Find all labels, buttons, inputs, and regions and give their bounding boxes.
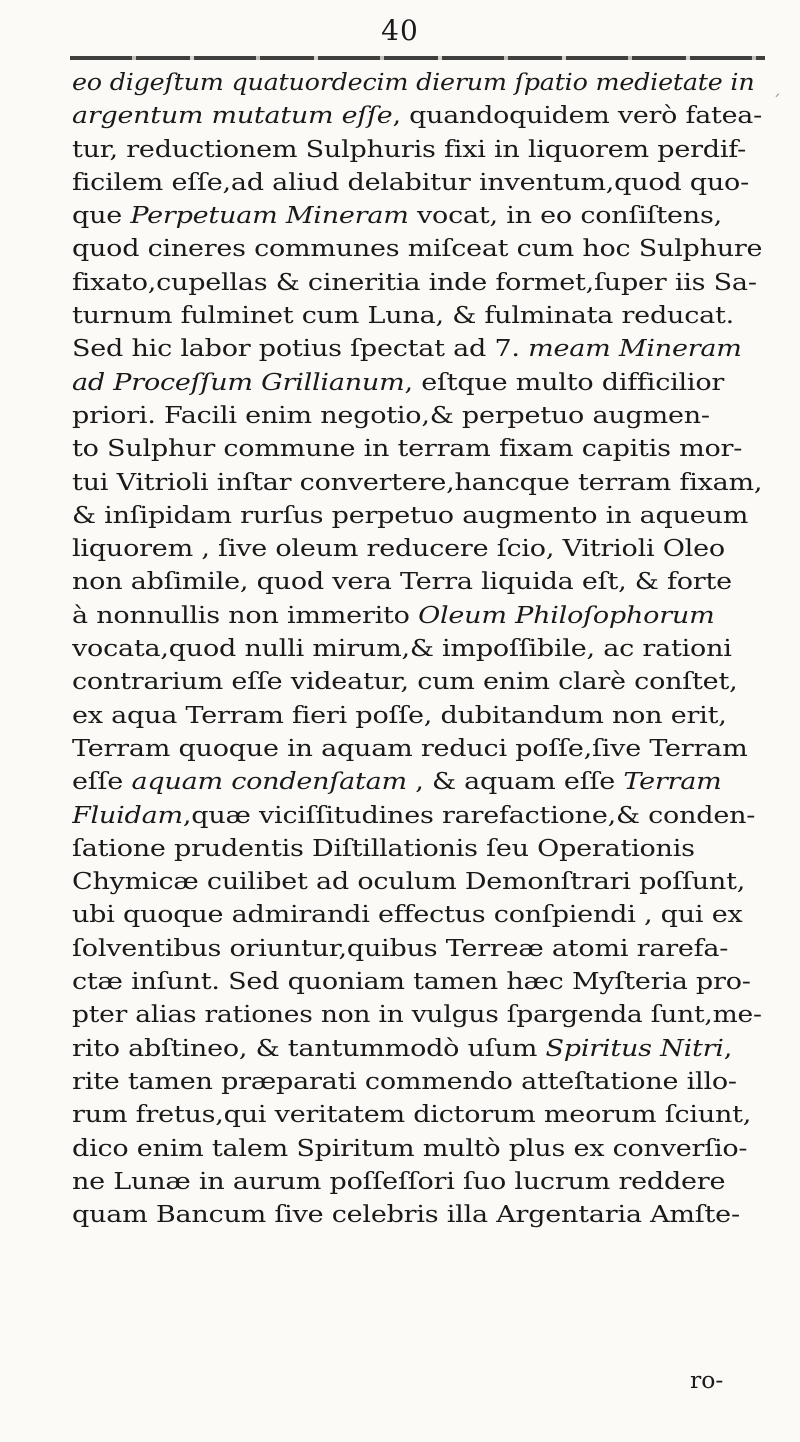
text-segment: , eſtque multo difficilior: [404, 367, 725, 396]
text-segment: tui Vitrioli inſtar convertere,hancque terram fixam,: [72, 467, 763, 496]
italic-segment: meam Mineram: [528, 334, 742, 363]
text-segment: quam Bancum ſive celebris illa Argentaria Amſte-: [72, 1200, 740, 1229]
text-line: [72, 765, 772, 798]
text-segment: ficilem eſſe,ad aliud delabitur inventum,quod quo-: [72, 167, 750, 196]
text-segment: to Sulphur commune in terram fixam capitis mor-: [72, 434, 743, 463]
italic-segment: eo digeſtum quatuordecim dierum ſpatio medietate in: [72, 68, 755, 96]
text-segment: fixato,cupellas & cineritia inde formet,ſuper iis Sa-: [72, 267, 757, 296]
text-line: [72, 965, 772, 998]
text-line: [72, 565, 772, 598]
text-segment: priori. Facili enim negotio,& perpetuo augmen-: [72, 400, 710, 429]
text-segment: liquorem , ſive oleum reducere ſcio, Vitrioli Oleo: [72, 534, 725, 563]
text-line: [72, 166, 772, 199]
text-line: [72, 932, 772, 965]
text-segment: dico enim talem Spiritum multò plus ex converſio-: [72, 1133, 748, 1162]
text-segment: Sed hic labor potius ſpectat ad 7.: [72, 334, 529, 363]
text-line: [72, 799, 772, 832]
text-segment: ctæ inſunt. Sed quoniam tamen hæc Myſteria pro-: [72, 967, 751, 996]
text-line: [72, 998, 772, 1031]
text-segment: tur, reductionem Sulphuris fixi in liquorem perdif-: [72, 134, 746, 163]
text-line: [72, 266, 772, 299]
header-rule: [70, 56, 765, 60]
text-segment: ſatione prudentis Diſtillationis ſeu Operationis: [72, 833, 695, 862]
text-segment: Chymicæ cuilibet ad oculum Demonſtrari poſſunt,: [72, 867, 746, 896]
text-line: [72, 66, 772, 99]
text-segment: ex aqua Terram fieri poſſe, dubitandum non erit,: [72, 700, 727, 729]
text-segment: vocata,quod nulli mirum,& impoſſibile, ac rationi: [72, 634, 732, 663]
text-line: [72, 133, 772, 166]
text-segment: eſſe: [72, 767, 132, 796]
page-number: 40: [381, 14, 419, 47]
text-segment: ,quæ viciſſitudines rarefactione,& conden-: [182, 800, 756, 829]
text-segment: & inſipidam rurſus perpetuo augmento in aqueum: [72, 500, 749, 529]
text-line: [72, 1032, 772, 1065]
text-segment: à nonnullis non immerito: [72, 600, 419, 629]
text-segment: vocat, in eo conſiſtens,: [408, 201, 722, 230]
italic-segment: Perpetuam Mineram: [130, 201, 409, 230]
text-segment: , quandoquidem verò fatea-: [392, 101, 762, 130]
italic-segment: Oleum Philoſophorum: [418, 600, 715, 629]
italic-segment: ad Proceſſum Grillianum: [72, 367, 405, 396]
body-text: [72, 66, 772, 1231]
text-segment: pter alias rationes non in vulgus ſpargenda ſunt,me-: [72, 1000, 762, 1029]
text-line: [72, 232, 772, 265]
text-segment: que: [72, 201, 131, 230]
text-segment: ubi quoque admirandi effectus conſpiendi , qui ex: [72, 900, 743, 929]
italic-segment: Fluidam: [72, 800, 183, 829]
text-segment: ,: [723, 1033, 733, 1062]
text-segment: rito abſtineo, & tantummodò uſum: [72, 1033, 546, 1062]
text-line: [72, 599, 772, 632]
text-line: [72, 199, 772, 232]
text-line: [72, 432, 772, 465]
margin-mark: ˊ: [772, 92, 781, 113]
text-segment: non abſimile, quod vera Terra liquida eſt, & forte: [72, 567, 732, 596]
text-segment: turnum fulminet cum Luna, & fulminata reducat.: [72, 301, 734, 330]
text-line: [72, 1098, 772, 1131]
text-line: [72, 332, 772, 365]
text-line: [72, 99, 772, 132]
text-line: [72, 299, 772, 332]
text-line: [72, 1198, 772, 1231]
text-segment: rum fretus,qui veritatem dictorum meorum ſciunt,: [72, 1100, 752, 1129]
catchword: ro-: [690, 1366, 724, 1394]
text-line: [72, 898, 772, 931]
text-line: [72, 1065, 772, 1098]
text-line: [72, 632, 772, 665]
text-segment: contrarium eſſe videatur, cum enim clarè conſtet,: [72, 667, 738, 696]
text-line: [72, 665, 772, 698]
text-segment: , & aquam eſſe: [406, 767, 624, 796]
italic-segment: Terram: [623, 767, 722, 796]
text-line: [72, 499, 772, 532]
text-line: [72, 699, 772, 732]
text-line: [72, 532, 772, 565]
italic-segment: aquam condenſatam: [131, 767, 407, 796]
text-segment: Terram quoque in aquam reduci poſſe,ſive Terram: [72, 733, 748, 762]
text-line: [72, 399, 772, 432]
text-segment: ne Lunæ in aurum poſſeſſori ſuo lucrum reddere: [72, 1166, 726, 1195]
text-line: [72, 466, 772, 499]
text-segment: rite tamen præparati commendo atteſtatione illo-: [72, 1066, 737, 1095]
italic-segment: argentum mutatum eſſe: [72, 101, 393, 130]
text-line: [72, 1132, 772, 1165]
text-segment: quod cineres communes miſceat cum hoc Sulphure: [72, 234, 763, 263]
text-line: [72, 865, 772, 898]
text-line: [72, 366, 772, 399]
text-line: [72, 732, 772, 765]
text-segment: ſolventibus oriuntur,quibus Terreæ atomi rarefa-: [72, 933, 729, 962]
italic-segment: Spiritus Nitri: [545, 1033, 724, 1062]
text-line: [72, 832, 772, 865]
text-line: [72, 1165, 772, 1198]
